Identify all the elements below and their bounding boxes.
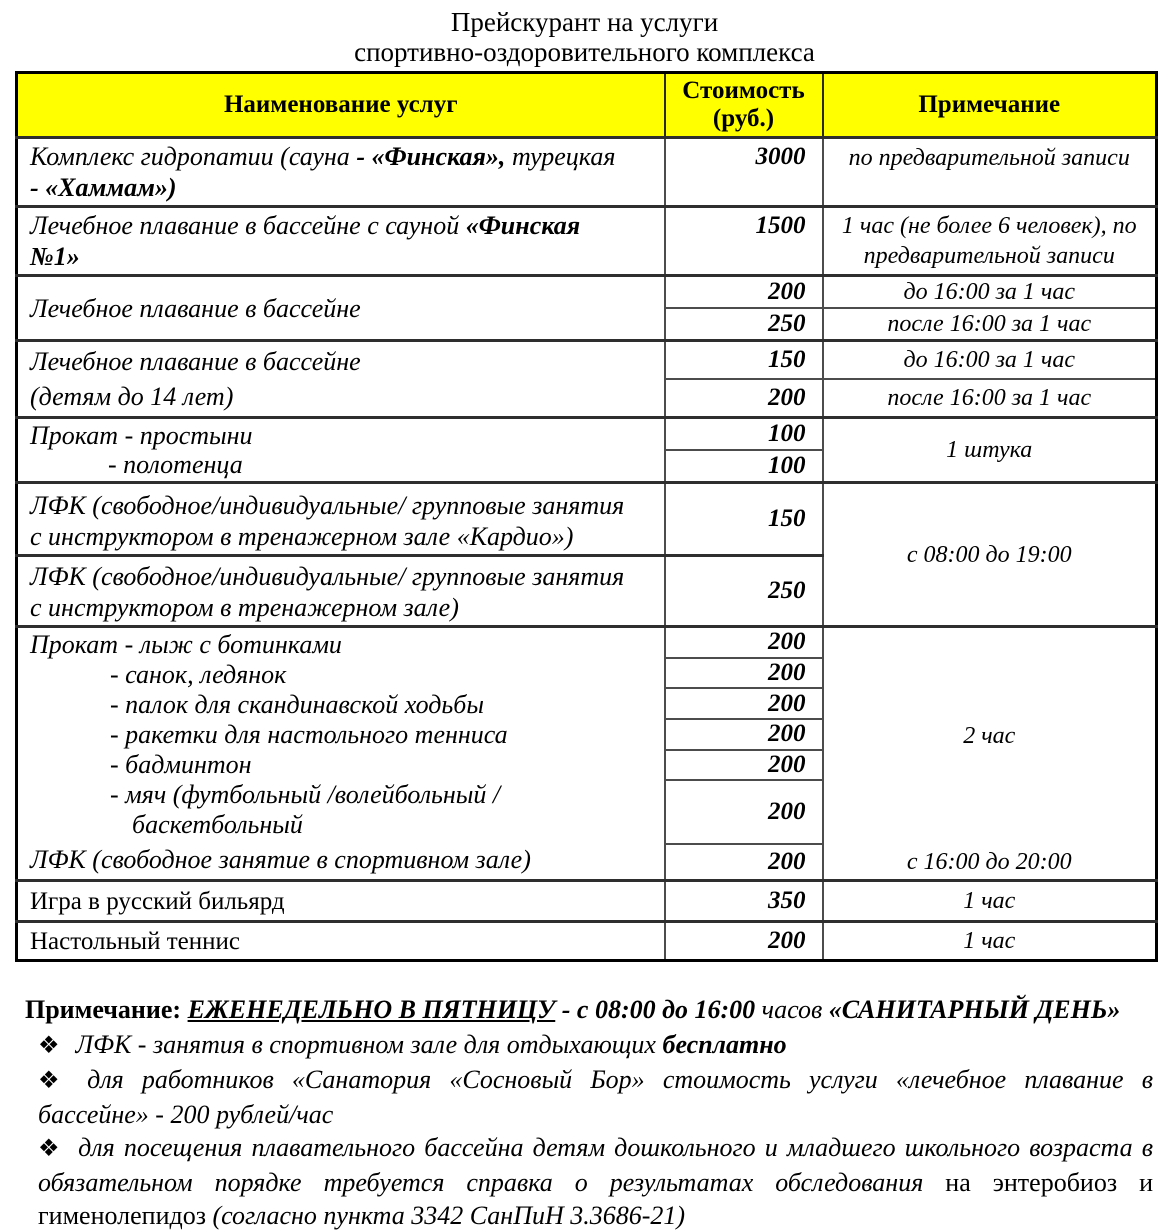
text-segment: бесплатно xyxy=(662,1030,787,1059)
note-cell: после 16:00 за 1 час xyxy=(823,308,1157,341)
text-segment: ЕЖЕНЕДЕЛЬНО В ПЯТНИЦУ xyxy=(187,995,556,1024)
table-row xyxy=(17,922,1157,961)
text-segment: №1» xyxy=(30,242,80,271)
text-segment: - «Финская», xyxy=(356,142,506,171)
text-line: - ракетки для настольного тенниса xyxy=(110,720,508,749)
text-segment: - «Хаммам») xyxy=(30,173,177,202)
service-name-cell xyxy=(17,483,665,556)
service-name-cell: Настольный теннис xyxy=(17,922,665,961)
column-header-price-line1: Стоимость xyxy=(682,77,805,104)
page-title-line2: спортивно-оздоровительного комплекса xyxy=(354,37,815,67)
column-header-price-line2: (руб.) xyxy=(712,105,775,132)
table-row xyxy=(17,341,1157,380)
text-line: - полотенца xyxy=(108,450,243,479)
service-name-line xyxy=(30,210,656,241)
text-segment: ЛФК - занятия в спортивном зале для отдыхающих xyxy=(75,1030,663,1059)
text-segment: для посещения плавательного бассейна детям дошкольного и младшего школьного возраста в обязательном порядке требуется справка о результатах обследования xyxy=(38,1133,1154,1197)
service-name-cell xyxy=(17,627,665,881)
text-segment: «САНИТАРНЫЙ ДЕНЬ» xyxy=(828,995,1121,1024)
table-row xyxy=(17,276,1157,309)
service-name-cell xyxy=(17,138,665,207)
price-cell: 150 xyxy=(665,341,823,380)
text-line: - мяч (футбольный /волейбольный / xyxy=(110,780,501,809)
service-name-cell: Лечебное плавание в бассейне xyxy=(17,276,665,341)
price-cell: 1500 xyxy=(665,207,823,276)
price-cell: 200 xyxy=(665,750,823,781)
text-segment: часов xyxy=(761,995,829,1024)
footnote-item xyxy=(38,1131,1153,1232)
table-row xyxy=(17,138,1157,207)
note-cell: после 16:00 за 1 час xyxy=(823,379,1157,418)
price-cell: 100 xyxy=(665,450,823,483)
text-segment: (согласно пункта 3342 СанПиН 3.3686-21) xyxy=(212,1201,686,1230)
text-line: с инструктором в тренажерном зале) xyxy=(30,593,459,622)
price-cell: 200 xyxy=(665,658,823,689)
text-line: Лечебное плавание в бассейне xyxy=(30,347,361,376)
service-name-cell xyxy=(17,556,665,627)
diamond-bullet-icon: ❖ xyxy=(38,1068,72,1094)
price-cell: 200 xyxy=(665,379,823,418)
text-segment: - с 08:00 до 16:00 xyxy=(555,995,762,1024)
text-line: баскетбольный xyxy=(132,810,303,839)
service-name-cell xyxy=(17,418,665,483)
price-table xyxy=(15,71,1158,962)
service-name-line xyxy=(30,241,656,272)
footnote-item xyxy=(38,1028,1153,1063)
text-line: - палок для скандинавской ходьбы xyxy=(110,690,484,719)
footnote-text xyxy=(38,1133,1153,1230)
text-line: - бадминтон xyxy=(110,750,252,779)
table-row xyxy=(17,418,1157,451)
text-line: с инструктором в тренажерном зале «Кардио») xyxy=(30,522,574,551)
note-cell: 1 час xyxy=(823,881,1157,922)
note-cell: с 08:00 до 19:00 xyxy=(823,483,1157,627)
price-cell: 350 xyxy=(665,881,823,922)
diamond-bullet-icon: ❖ xyxy=(38,1033,60,1059)
footnote-text xyxy=(76,1030,787,1059)
price-cell: 200 xyxy=(665,719,823,750)
note-cell: до 16:00 за 1 час xyxy=(823,341,1157,380)
note-cell: 2 час xyxy=(823,627,1157,844)
table-row xyxy=(17,483,1157,556)
footnotes xyxy=(25,992,1153,1232)
footnote-item xyxy=(38,1063,1153,1131)
text-line: ЛФК (свободное/индивидуальные/ групповые занятия xyxy=(30,562,625,591)
note-cell: 1 час (не более 6 человек), по предварительной записи xyxy=(823,207,1157,276)
price-cell: 200 xyxy=(665,780,823,843)
note-cell: с 16:00 до 20:00 xyxy=(823,844,1157,881)
note-cell: по предварительной записи xyxy=(823,138,1157,207)
price-cell: 150 xyxy=(665,483,823,556)
note-cell: до 16:00 за 1 час xyxy=(823,276,1157,309)
price-cell: 200 xyxy=(665,627,823,658)
text-segment: на энтеробиоз и гименолепидоз xyxy=(38,1168,1153,1230)
text-line: ЛФК (свободное занятие в спортивном зале) xyxy=(30,845,531,874)
table-row xyxy=(17,881,1157,922)
text-line: Прокат - лыж с ботинками xyxy=(30,630,342,659)
column-header-note: Примечание xyxy=(823,73,1157,138)
page-title xyxy=(0,0,1169,67)
note-cell: 1 час xyxy=(823,922,1157,961)
service-name-cell xyxy=(17,207,665,276)
footnote-heading xyxy=(25,992,1153,1028)
price-cell: 200 xyxy=(665,922,823,961)
text-segment: Лечебное плавание в бассейне с сауной xyxy=(30,211,466,240)
column-header-price xyxy=(665,73,823,138)
text-segment: «Финская xyxy=(465,211,581,240)
text-line: (детям до 14 лет) xyxy=(30,382,234,411)
service-name-line xyxy=(30,172,656,203)
text-segment: для работников «Санатория «Сосновый Бор» стоимость услуги «лечебное плавание в бассейне» - 200 рублей/час xyxy=(38,1065,1154,1129)
price-cell: 3000 xyxy=(665,138,823,207)
service-name-cell: Игра в русский бильярд xyxy=(17,881,665,922)
column-header-service: Наименование услуг xyxy=(17,73,665,138)
text-line: - санок, ледянок xyxy=(110,660,287,689)
note-cell: 1 штука xyxy=(823,418,1157,483)
text-segment: Примечание: xyxy=(25,995,188,1024)
price-cell: 250 xyxy=(665,556,823,627)
diamond-bullet-icon: ❖ xyxy=(38,1136,63,1162)
text-line: Прокат - простыни xyxy=(30,421,253,450)
price-cell: 200 xyxy=(665,688,823,719)
footnote-text xyxy=(38,1065,1153,1129)
price-cell: 250 xyxy=(665,308,823,341)
text-segment: Комплекс гидропатии (сауна xyxy=(30,142,357,171)
service-name-line xyxy=(30,141,656,172)
table-row xyxy=(17,627,1157,658)
price-cell: 200 xyxy=(665,844,823,881)
service-name-cell xyxy=(17,341,665,418)
text-line: ЛФК (свободное/индивидуальные/ групповые занятия xyxy=(30,491,625,520)
table-header-row xyxy=(17,73,1157,138)
table-row xyxy=(17,207,1157,276)
page-title-line1: Прейскурант на услуги xyxy=(450,7,719,37)
price-cell: 100 xyxy=(665,418,823,451)
price-cell: 200 xyxy=(665,276,823,309)
text-segment: турецкая xyxy=(505,142,616,171)
